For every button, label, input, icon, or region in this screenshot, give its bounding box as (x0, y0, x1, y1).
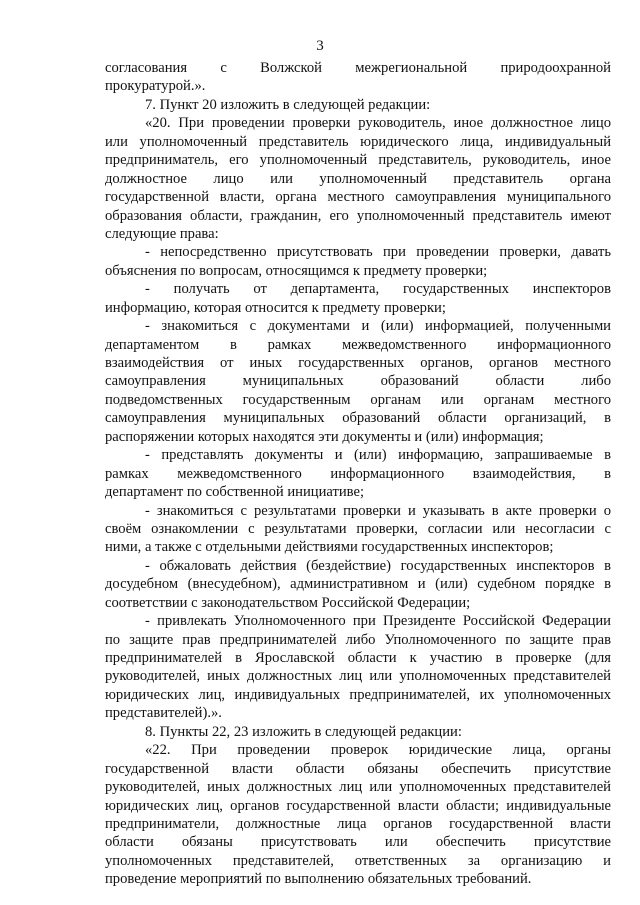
page-number: 3 (316, 38, 324, 54)
text-line: «22. При проведении проверок юридические лица, органы (145, 742, 611, 759)
text-line: - представлять документы и (или) информацию, запрашиваемые в (145, 447, 611, 464)
text-line: рамках межведомственного информационного взаимодействия, в (105, 465, 611, 482)
text-line: прокуратурой.». (105, 78, 206, 95)
text-line: следующие права: (105, 225, 219, 242)
text-line: предприниматель, его уполномоченный представитель, руководитель, иное (105, 152, 611, 169)
text-line: государственной власти области обязаны обеспечить присутствие (105, 760, 611, 777)
text-line: 7. Пункт 20 изложить в следующей редакции: (145, 96, 431, 113)
text-line: уполномоченных представителей, ответственных за организацию и (105, 852, 611, 869)
text-line: руководителей, иных должностных лиц или уполномоченных представителей (105, 779, 611, 796)
text-line: государственной власти, органа местного самоуправления муниципального (105, 189, 611, 206)
text-line: - получать от департамента, государственных инспекторов (145, 281, 611, 298)
text-line: - непосредственно присутствовать при проведении проверки, давать (145, 244, 611, 261)
text-line: области обязаны присутствовать или обеспечить присутствие (105, 834, 611, 851)
text-line: образования области, гражданин, его уполномоченный представитель имеют (105, 207, 611, 224)
text-line: - знакомиться с документами и (или) информацией, полученными (145, 318, 611, 335)
text-line: 8. Пункты 22, 23 изложить в следующей редакции: (145, 723, 462, 740)
text-line: предприниматели, должностные лица органов государственной власти (105, 815, 611, 832)
text-line: по защите прав предпринимателей либо Уполномоченного по защите прав (105, 631, 611, 648)
text-line: юридических лиц, индивидуальных предпринимателей, их уполномоченных (105, 686, 611, 703)
text-line: предпринимателей в Ярославской области к участию в проверке (для (105, 650, 611, 666)
text-line: соответствии с законодательством Российской Федерации; (105, 594, 471, 611)
text-line: подведомственных государственным органам или органам местного (105, 391, 611, 408)
text-line: объяснения по вопросам, относящимся к предмету проверки; (105, 262, 488, 279)
text-line: проведение мероприятий по выполнению обязательных требований. (105, 871, 532, 888)
body-text (105, 59, 611, 889)
text-line: или уполномоченный представитель юридического лица, индивидуальный (105, 133, 611, 150)
text-line: «20. При проведении проверки руководитель, иное должностное лицо (145, 115, 611, 132)
text-line: согласования с Волжской межрегиональной природоохранной (105, 60, 611, 76)
text-line: департамент по собственной инициативе; (105, 484, 365, 501)
text-line: самоуправления муниципальных образований области либо (105, 373, 611, 390)
text-line: руководителей, иных должностных лиц или уполномоченных представителей (105, 668, 611, 685)
text-line: досудебном (внесудебном), административном и (или) судебном порядке в (105, 576, 611, 593)
text-line: - обжаловать действия (бездействие) государственных инспекторов в (145, 557, 611, 574)
text-line: - знакомиться с результатами проверки и указывать в акте проверки о (145, 502, 611, 519)
text-line: распоряжении которых находятся эти документы и (или) информация; (105, 428, 544, 445)
text-line: ними, а также с отдельными действиями государственных инспекторов; (105, 539, 554, 556)
text-line: департаментом в рамках межведомственного информационного (105, 336, 611, 353)
text-line: - привлекать Уполномоченного при Президенте Российской Федерации (145, 613, 611, 630)
text-line: взаимодействия от иных государственных органов, органов местного (105, 355, 611, 371)
text-line: самоуправления муниципальных образований области организаций, в (105, 410, 611, 427)
text-line: должностное лицо или уполномоченный представитель органа (105, 170, 611, 187)
text-line: своём ознакомлении с результатами проверки, согласии или несогласии с (105, 520, 611, 537)
text-line: информацию, которая относится к предмету проверки; (105, 299, 446, 316)
text-line: юридических лиц, органов государственной власти области; индивидуальные (105, 797, 611, 814)
text-line: представителей).». (105, 705, 222, 722)
